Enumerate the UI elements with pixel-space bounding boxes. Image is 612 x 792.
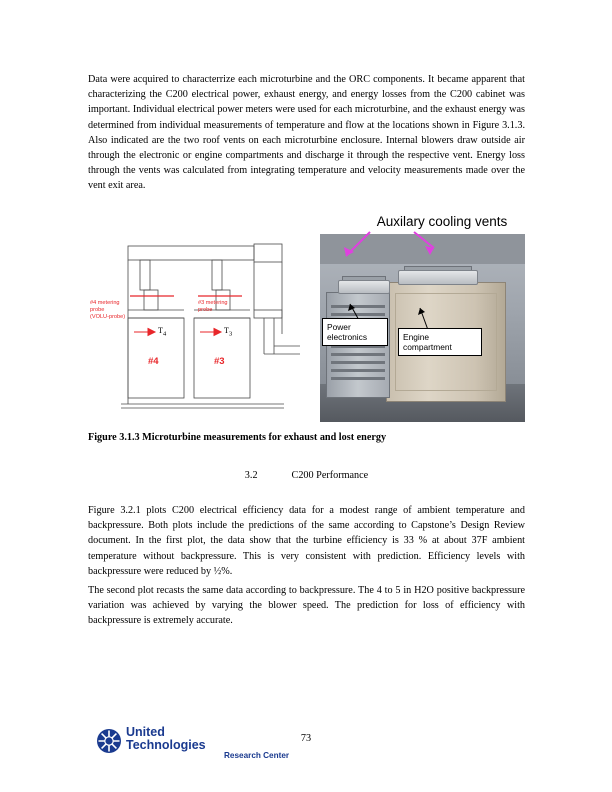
microturbine-line-drawing bbox=[88, 234, 310, 422]
page-number: 73 bbox=[300, 733, 312, 744]
label-t4: $T_4$ bbox=[158, 326, 167, 338]
logo-subtitle: Research Center bbox=[224, 751, 290, 760]
roof-vent-left bbox=[338, 280, 390, 294]
paragraph-3: The second plot recasts the same data according to backpressure. The 4 to 5 in H2O positive backpressure variation was achieved by varying the blower speed. The prediction for loss of efficiency with backpressure is extremely accurate. bbox=[88, 585, 525, 627]
label-t3: $T_3$ bbox=[224, 326, 233, 338]
logo-wordmark: United Technologies bbox=[126, 725, 206, 752]
united-technologies-mark-icon bbox=[96, 728, 122, 754]
label-probe-4: #4 metering probe (VOLU-probe) bbox=[90, 300, 126, 320]
company-logo bbox=[96, 726, 326, 766]
section-number: 3.2 bbox=[244, 470, 258, 481]
callout-power-electronics: Power electronics bbox=[322, 318, 388, 346]
paragraph-1: Data were acquired to characterrize each microturbine and the ORC components. It became apparent that characterizing the C200 electrical power, exhaust energy, and energy losses from the C200 cabinet was important. Individual electrical power meters were used for each microturbine, and the exhaust energy was determined from individual measurements of temperature and flow at the locations shown in Figure 3.1.3. Also indicated are the two roof vents on each microturbine enclosure. Internal blowers draw outside air through the electronic or engine compartments and discharge it through the respective vent. Energy loss through the vents was calculated from integrating temperature and velocity measurements made over the vent exit area. bbox=[88, 74, 525, 192]
vent-pointer-arrows bbox=[330, 226, 540, 266]
figure-caption: Figure 3.1.3 Microturbine measurements for exhaust and lost energy bbox=[88, 432, 387, 443]
roof-vent-right bbox=[398, 270, 478, 285]
photo-title: Auxilary cooling vents bbox=[376, 214, 508, 229]
section-heading bbox=[88, 470, 525, 481]
label-unit-3: #3 bbox=[214, 356, 225, 367]
label-probe-3: #3 metering probe bbox=[198, 300, 228, 313]
paragraph-2: Figure 3.2.1 plots C200 electrical efficiency data for a modest range of ambient temperature and backpressure. Both plots include the predictions of the same according to Capstone’s Design Review document. In the first plot, the data show that the turbine efficiency is 33 % at about 37F ambient temperature without backpressure. This is very consistent with prediction. Efficiency levels with backpressure were reduced by ½%. bbox=[88, 505, 525, 577]
label-unit-4: #4 bbox=[148, 356, 159, 367]
section-title: C200 Performance bbox=[291, 470, 369, 481]
callout-engine-compartment: Engine compartment bbox=[398, 328, 482, 356]
